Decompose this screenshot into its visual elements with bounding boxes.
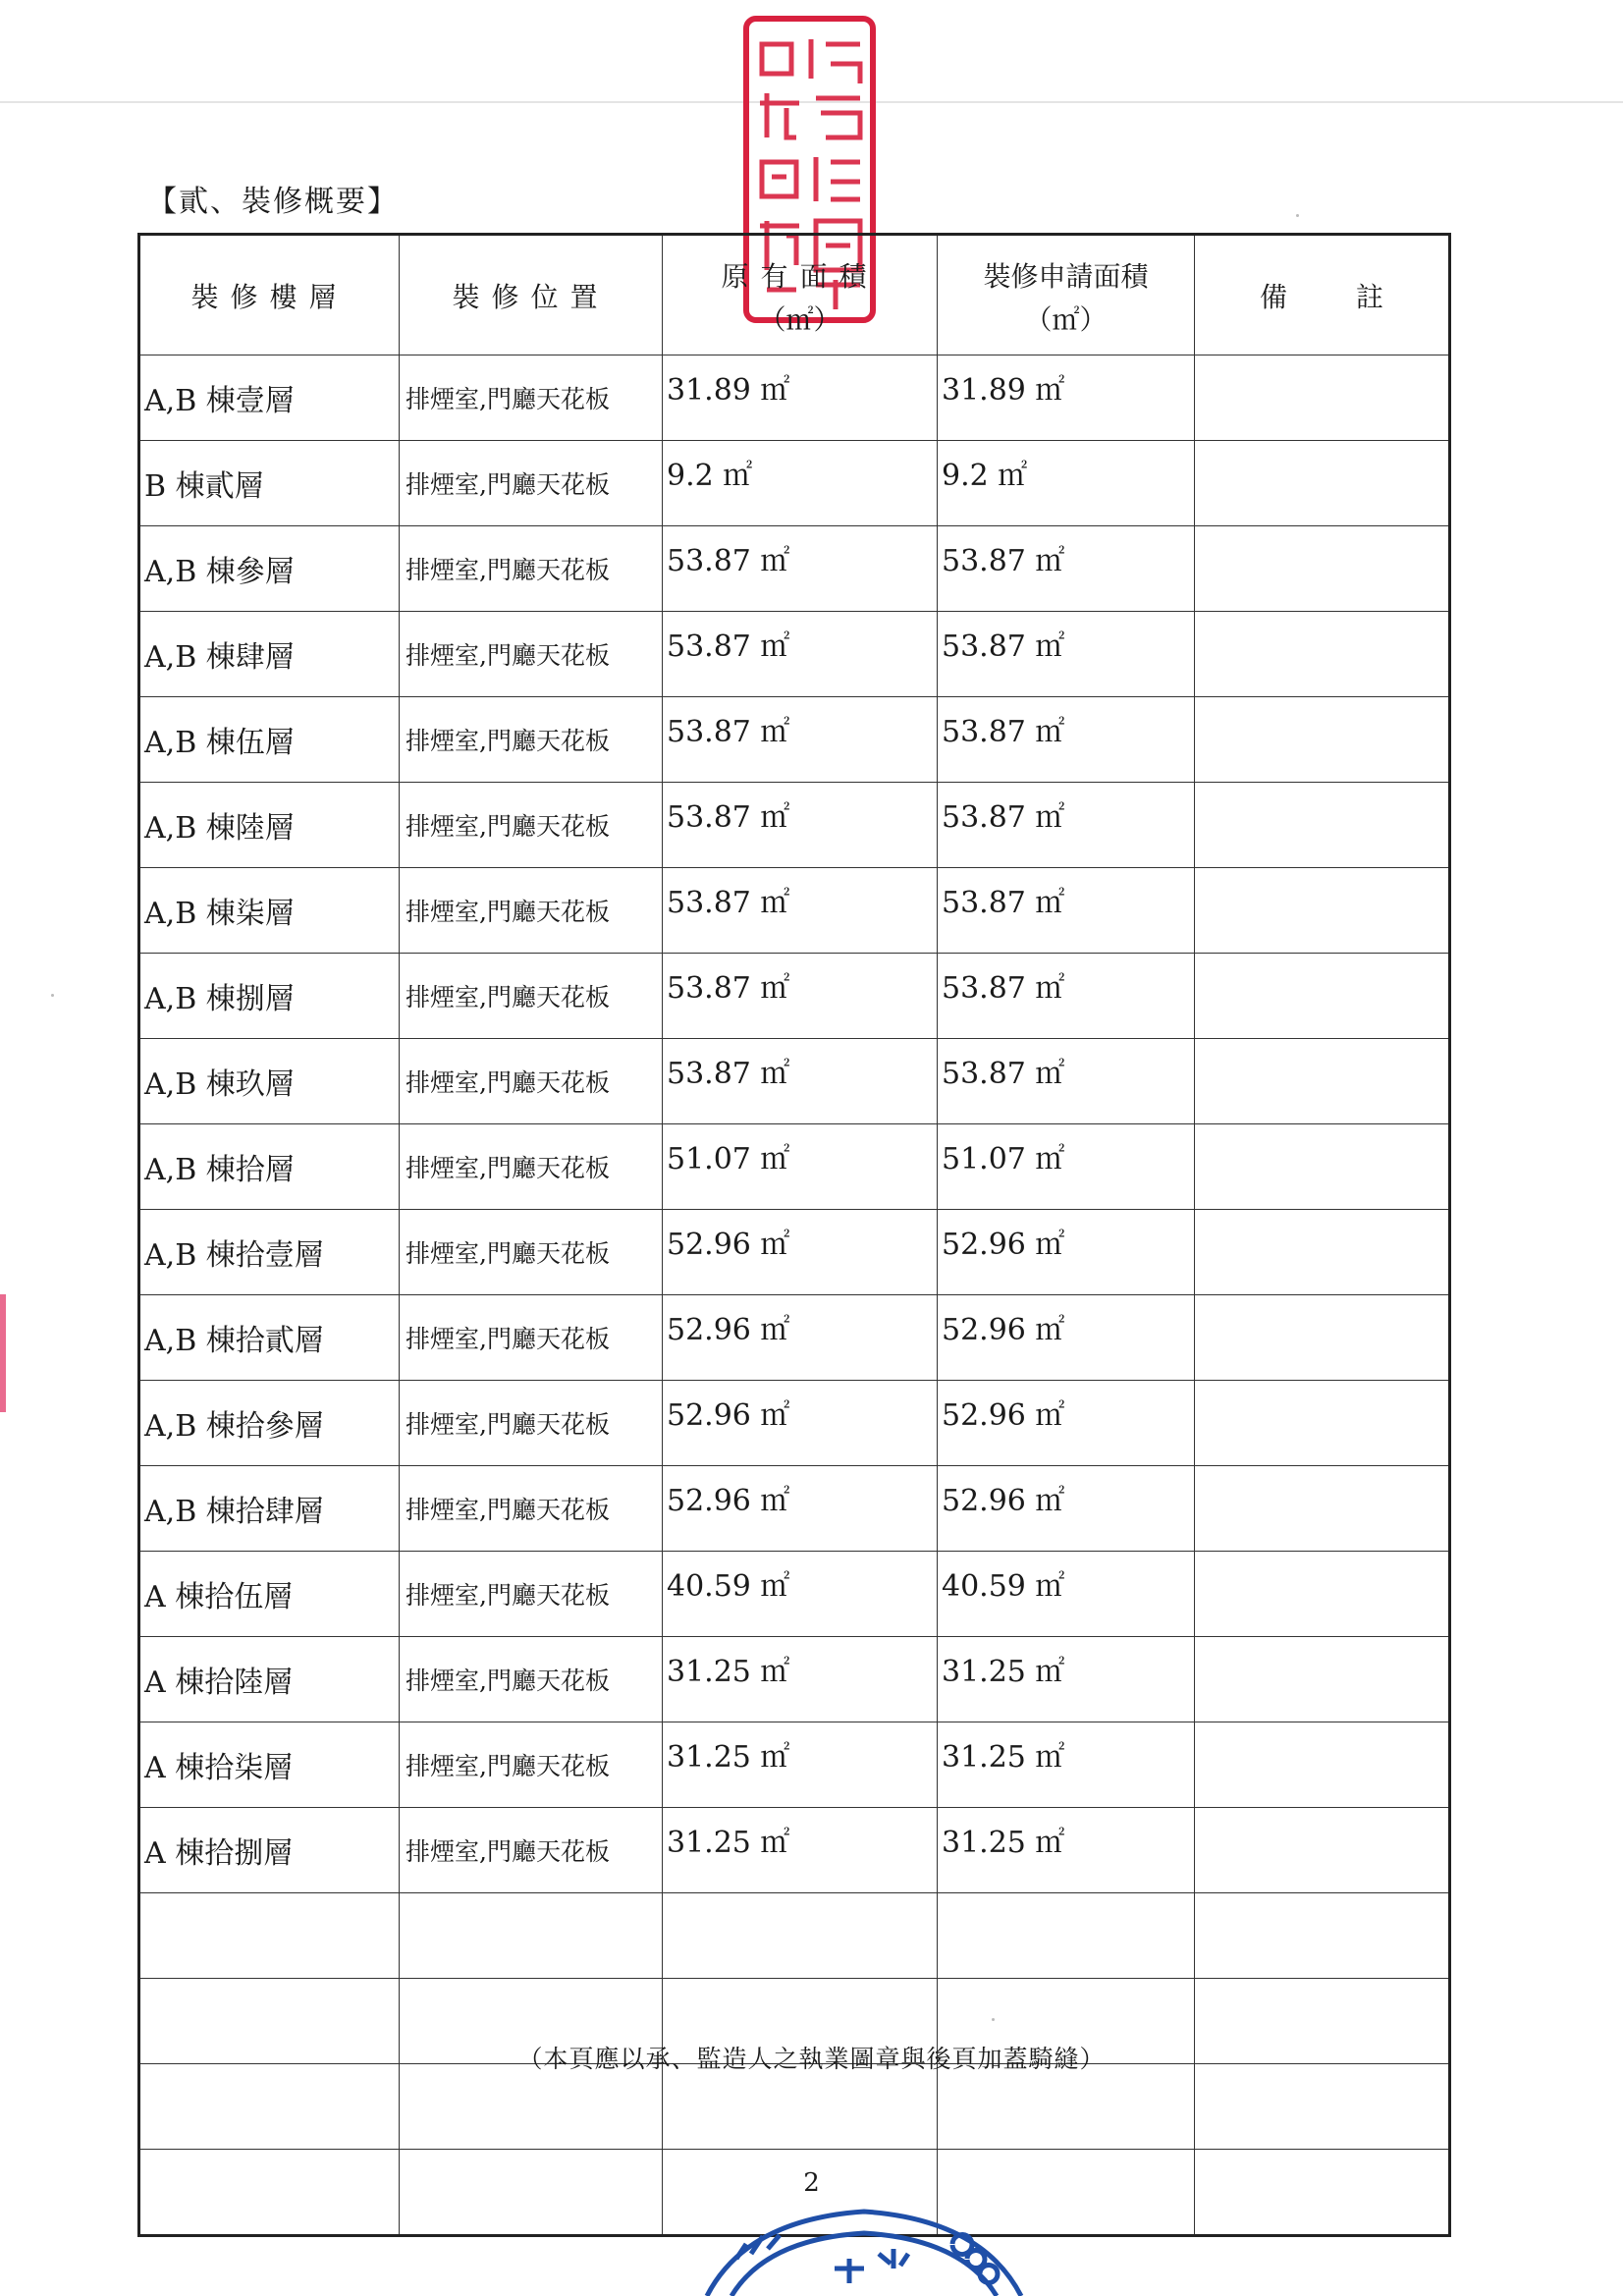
header-applied-area-label: 裝修申請面積 <box>983 260 1149 293</box>
cell-applied-area: 52.96 ㎡ <box>938 1210 1195 1295</box>
cell-original-area: 52.96 ㎡ <box>663 1210 938 1295</box>
cell-note <box>1195 1466 1450 1552</box>
cell-applied-area: 53.87 ㎡ <box>938 954 1195 1039</box>
cell-original-area: 31.25 ㎡ <box>663 1808 938 1893</box>
cell-original-area: 51.07 ㎡ <box>663 1124 938 1210</box>
cell-original-area: 52.96 ㎡ <box>663 1466 938 1552</box>
cell-position: 排煙室,門廳天花板 <box>400 1808 663 1893</box>
header-note-a: 備 <box>1259 280 1287 313</box>
cell-note <box>1195 1039 1450 1124</box>
header-note-b: 註 <box>1356 280 1384 313</box>
cell-position: 排煙室,門廳天花板 <box>400 1124 663 1210</box>
edge-seal-mark <box>0 1294 6 1412</box>
cell-floor: A 棟拾柒層 <box>139 1722 400 1808</box>
table-row <box>139 697 1450 783</box>
cell-applied-area: 53.87 ㎡ <box>938 783 1195 868</box>
cell-position: 排煙室,門廳天花板 <box>400 1210 663 1295</box>
cell-position: 排煙室,門廳天花板 <box>400 1552 663 1637</box>
header-applied-area <box>938 235 1195 355</box>
cell-floor: A,B 棟捌層 <box>139 954 400 1039</box>
cell-original-area: 31.25 ㎡ <box>663 1722 938 1808</box>
cell-note <box>1195 1210 1450 1295</box>
cell-floor: A,B 棟拾貳層 <box>139 1295 400 1381</box>
cell-floor <box>139 1893 400 1979</box>
cell-note <box>1195 1722 1450 1808</box>
renovation-summary-table-wrap <box>137 233 1451 2237</box>
cell-applied-area: 51.07 ㎡ <box>938 1124 1195 1210</box>
cell-note <box>1195 954 1450 1039</box>
cell-note <box>1195 1124 1450 1210</box>
cell-floor: A 棟拾捌層 <box>139 1808 400 1893</box>
table-row <box>139 954 1450 1039</box>
cell-position: 排煙室,門廳天花板 <box>400 612 663 697</box>
cell-note <box>1195 1808 1450 1893</box>
cell-floor: A,B 棟伍層 <box>139 697 400 783</box>
cell-note <box>1195 2064 1450 2150</box>
table-header-row <box>139 235 1450 355</box>
renovation-summary-table <box>137 233 1451 2237</box>
cell-note <box>1195 783 1450 868</box>
table-row <box>139 526 1450 612</box>
cell-position: 排煙室,門廳天花板 <box>400 355 663 441</box>
header-original-area-label: 原有面積 <box>721 260 879 293</box>
table-row <box>139 1295 1450 1381</box>
cell-original-area: 53.87 ㎡ <box>663 526 938 612</box>
cell-original-area: 52.96 ㎡ <box>663 1381 938 1466</box>
cell-floor: A,B 棟肆層 <box>139 612 400 697</box>
cell-floor: A 棟拾伍層 <box>139 1552 400 1637</box>
cell-applied-area: 53.87 ㎡ <box>938 612 1195 697</box>
table-row <box>139 612 1450 697</box>
cell-applied-area: 52.96 ㎡ <box>938 1381 1195 1466</box>
cell-original-area: 53.87 ㎡ <box>663 783 938 868</box>
cell-original-area <box>663 2064 938 2150</box>
cell-position: 排煙室,門廳天花板 <box>400 1637 663 1722</box>
scan-speck <box>51 994 54 997</box>
header-note <box>1195 235 1450 355</box>
cell-position: 排煙室,門廳天花板 <box>400 441 663 526</box>
cell-applied-area: 53.87 ㎡ <box>938 526 1195 612</box>
cell-note <box>1195 1637 1450 1722</box>
table-row <box>139 1552 1450 1637</box>
footer-note: （本頁應以承、監造人之執業圖章與後頁加蓋騎縫） <box>517 2045 1106 2073</box>
table-row <box>139 1722 1450 1808</box>
table-row <box>139 1210 1450 1295</box>
cell-position: 排煙室,門廳天花板 <box>400 1039 663 1124</box>
header-floor: 裝修樓層 <box>139 235 400 355</box>
cell-floor: A,B 棟拾壹層 <box>139 1210 400 1295</box>
cell-floor: A,B 棟壹層 <box>139 355 400 441</box>
cell-position: 排煙室,門廳天花板 <box>400 868 663 954</box>
cell-applied-area: 53.87 ㎡ <box>938 868 1195 954</box>
cell-position: 排煙室,門廳天花板 <box>400 783 663 868</box>
scan-speck <box>1296 214 1299 217</box>
cell-original-area: 53.87 ㎡ <box>663 612 938 697</box>
section-title: 【貳、裝修概要】 <box>147 185 399 219</box>
blue-stamp-partial <box>687 2200 1041 2296</box>
cell-position: 排煙室,門廳天花板 <box>400 526 663 612</box>
cell-floor: A,B 棟柒層 <box>139 868 400 954</box>
table-row <box>139 355 1450 441</box>
cell-note <box>1195 355 1450 441</box>
cell-floor: A,B 棟拾肆層 <box>139 1466 400 1552</box>
cell-original-area: 53.87 ㎡ <box>663 868 938 954</box>
cell-position: 排煙室,門廳天花板 <box>400 1466 663 1552</box>
cell-note <box>1195 441 1450 526</box>
cell-position: 排煙室,門廳天花板 <box>400 697 663 783</box>
cell-note <box>1195 868 1450 954</box>
cell-applied-area: 53.87 ㎡ <box>938 697 1195 783</box>
header-applied-area-unit: （㎡） <box>1024 303 1108 336</box>
cell-floor: A,B 棟拾層 <box>139 1124 400 1210</box>
table-row <box>139 1124 1450 1210</box>
cell-original-area: 40.59 ㎡ <box>663 1552 938 1637</box>
table-row <box>139 1381 1450 1466</box>
cell-applied-area: 31.25 ㎡ <box>938 1722 1195 1808</box>
cell-applied-area <box>938 1893 1195 1979</box>
header-original-area-unit: （㎡） <box>758 303 841 336</box>
table-row <box>139 1637 1450 1722</box>
cell-applied-area: 31.89 ㎡ <box>938 355 1195 441</box>
table-row <box>139 441 1450 526</box>
cell-applied-area <box>938 2064 1195 2150</box>
cell-floor: A,B 棟陸層 <box>139 783 400 868</box>
cell-note <box>1195 526 1450 612</box>
cell-note <box>1195 1295 1450 1381</box>
table-row <box>139 2064 1450 2150</box>
table-row <box>139 868 1450 954</box>
cell-applied-area: 53.87 ㎡ <box>938 1039 1195 1124</box>
cell-floor: A,B 棟拾參層 <box>139 1381 400 1466</box>
cell-position: 排煙室,門廳天花板 <box>400 954 663 1039</box>
cell-floor: B 棟貳層 <box>139 441 400 526</box>
cell-note <box>1195 697 1450 783</box>
cell-floor <box>139 2064 400 2150</box>
cell-position: 排煙室,門廳天花板 <box>400 1295 663 1381</box>
cell-note <box>1195 1893 1450 1979</box>
cell-original-area: 53.87 ㎡ <box>663 697 938 783</box>
cell-position <box>400 1893 663 1979</box>
cell-applied-area: 31.25 ㎡ <box>938 1808 1195 1893</box>
cell-applied-area: 9.2 ㎡ <box>938 441 1195 526</box>
cell-applied-area: 52.96 ㎡ <box>938 1295 1195 1381</box>
cell-original-area <box>663 1893 938 1979</box>
cell-original-area: 53.87 ㎡ <box>663 954 938 1039</box>
cell-applied-area: 31.25 ㎡ <box>938 1637 1195 1722</box>
cell-applied-area: 52.96 ㎡ <box>938 1466 1195 1552</box>
table-row <box>139 1893 1450 1979</box>
cell-floor: A 棟拾陸層 <box>139 1637 400 1722</box>
table-body <box>139 355 1450 2236</box>
cell-original-area: 9.2 ㎡ <box>663 441 938 526</box>
header-position: 裝修位置 <box>400 235 663 355</box>
cell-original-area: 31.89 ㎡ <box>663 355 938 441</box>
cell-note <box>1195 612 1450 697</box>
cell-original-area: 52.96 ㎡ <box>663 1295 938 1381</box>
cell-original-area: 53.87 ㎡ <box>663 1039 938 1124</box>
cell-position: 排煙室,門廳天花板 <box>400 1722 663 1808</box>
table-row <box>139 783 1450 868</box>
cell-floor: A,B 棟參層 <box>139 526 400 612</box>
table-row <box>139 1039 1450 1124</box>
cell-original-area: 31.25 ㎡ <box>663 1637 938 1722</box>
header-original-area <box>663 235 938 355</box>
cell-applied-area: 40.59 ㎡ <box>938 1552 1195 1637</box>
cell-position <box>400 2064 663 2150</box>
table-row <box>139 1466 1450 1552</box>
cell-position: 排煙室,門廳天花板 <box>400 1381 663 1466</box>
cell-note <box>1195 1552 1450 1637</box>
table-row <box>139 1808 1450 1893</box>
cell-note <box>1195 1381 1450 1466</box>
cell-floor: A,B 棟玖層 <box>139 1039 400 1124</box>
page-number: 2 <box>803 2168 820 2198</box>
